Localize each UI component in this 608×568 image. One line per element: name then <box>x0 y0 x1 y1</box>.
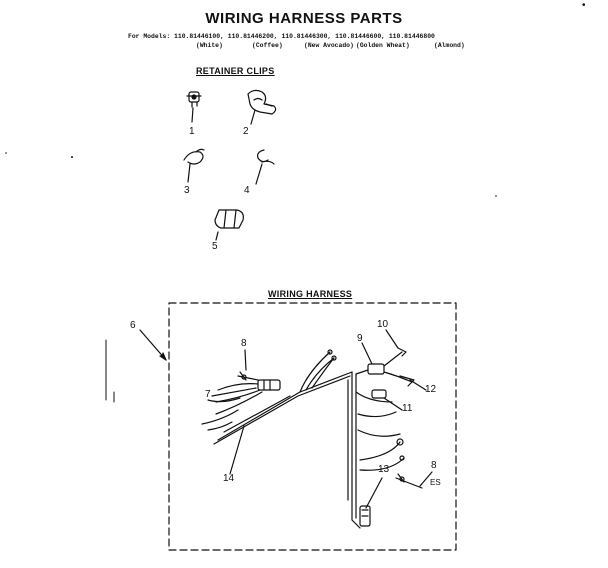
callout-8-top: 8 <box>241 338 247 349</box>
wiring-harness-heading: WIRING HARNESS <box>268 289 353 299</box>
retainer-clip-4 <box>256 150 274 184</box>
callout-3: 3 <box>184 185 190 196</box>
model-number: 110.81446100 <box>174 33 221 40</box>
corner-mark: • <box>582 0 586 11</box>
callout-5: 5 <box>212 241 218 252</box>
es-mark: ES <box>430 478 441 487</box>
model-number: 110.81446300 <box>281 33 328 40</box>
model-number: 110.81446200 <box>227 33 274 40</box>
callout-12: 12 <box>425 384 437 395</box>
models-prefix: For Models: <box>128 33 171 40</box>
callout-13: 13 <box>378 464 390 475</box>
retainer-clip-5 <box>215 210 243 240</box>
callout-1: 1 <box>189 126 195 137</box>
retainer-clip-1 <box>187 92 201 122</box>
callout-14: 14 <box>223 473 235 484</box>
retainer-clip-3 <box>184 149 204 182</box>
model-color: (New Avocado) <box>304 42 354 49</box>
model-color: (Almond) <box>434 42 465 49</box>
callout-9: 9 <box>357 333 363 344</box>
wiring-harness <box>202 348 422 528</box>
callout-10: 10 <box>377 319 389 330</box>
callout-8-right: 8 <box>431 460 437 471</box>
callout-6: 6 <box>130 320 136 331</box>
model-number: 110.81446800 <box>388 33 435 40</box>
model-color: (Golden Wheat) <box>356 42 410 49</box>
callout-4: 4 <box>244 185 250 196</box>
model-color: (Coffee) <box>252 42 283 49</box>
retainer-clips-heading: RETAINER CLIPS <box>196 66 275 76</box>
page-title: WIRING HARNESS PARTS <box>205 10 403 27</box>
retainer-clip-2 <box>248 90 276 124</box>
model-list: For Models: 110.81446100, 110.81446200, 110.81446300, 110.81446600, 110.81446800 <box>128 33 435 40</box>
callout-2: 2 <box>243 126 249 137</box>
callout-11: 11 <box>402 403 413 414</box>
model-color: (White) <box>196 42 223 49</box>
callout-7: 7 <box>205 389 211 400</box>
model-number: 110.81446600 <box>335 33 382 40</box>
